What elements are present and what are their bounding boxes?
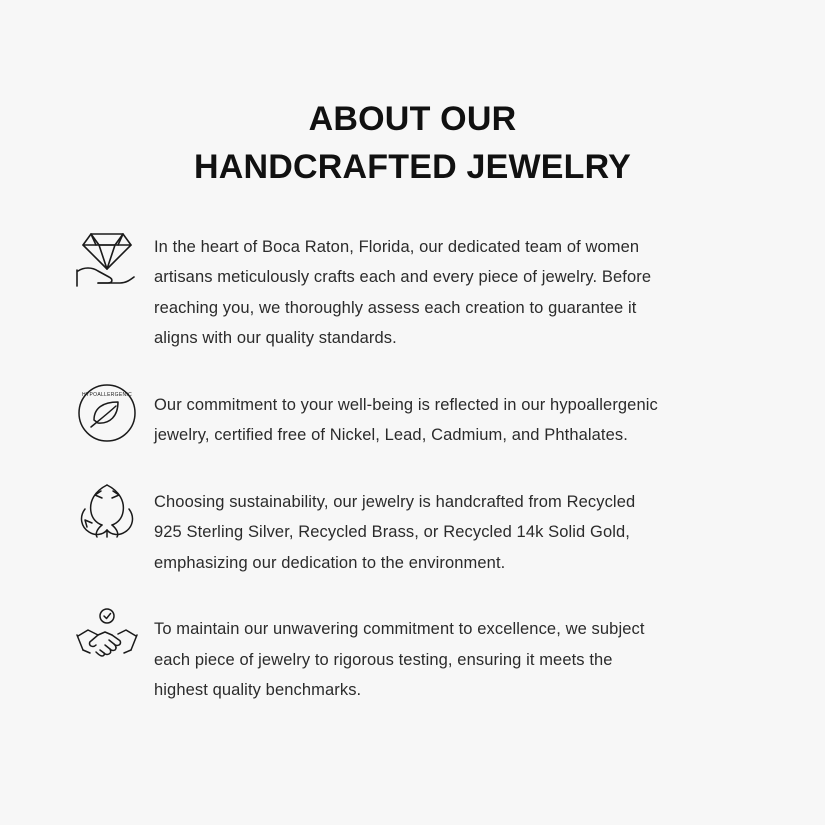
feature-text: In the heart of Boca Raton, Florida, our dedicated team of women artisans meticulously crafts each and every piece of jewelry. Before reaching you, we thoroughly assess each creation to guarantee it aligns with our quality standards. (154, 237, 652, 348)
list-item (60, 604, 765, 706)
page-title-line-2: HANDCRAFTED JEWELRY (194, 148, 631, 187)
page-title (60, 95, 765, 192)
page-title-line-1: ABOUT OUR (308, 100, 517, 138)
list-item (60, 477, 765, 579)
hypoallergenic-leaf-badge-icon (60, 380, 154, 444)
list-item (60, 226, 765, 354)
feature-text: To maintain our unwavering commitment to excellence, we subject each piece of jewelry to rigorous testing, ensuring it meets the highest quality benchmarks. (154, 620, 645, 700)
svg-text:HYPOALLERGENIC: HYPOALLERGENIC (81, 391, 133, 398)
diamond-in-hand-icon (60, 226, 154, 290)
recycled-leaves-icon (60, 477, 154, 541)
feature-list (60, 226, 765, 706)
feature-text: Choosing sustainability, our jewelry is handcrafted from Recycled 925 Sterling Silver, Recycled Brass, or Recycled 14k Solid Gold, emphasizing our dedication to the environment. (154, 492, 636, 572)
handshake-check-icon (60, 604, 154, 664)
list-item (60, 380, 765, 451)
feature-text: Our commitment to your well-being is reflected in our hypoallergenic jewelry, certified free of Nickel, Lead, Cadmium, and Phthalates. (154, 395, 658, 445)
